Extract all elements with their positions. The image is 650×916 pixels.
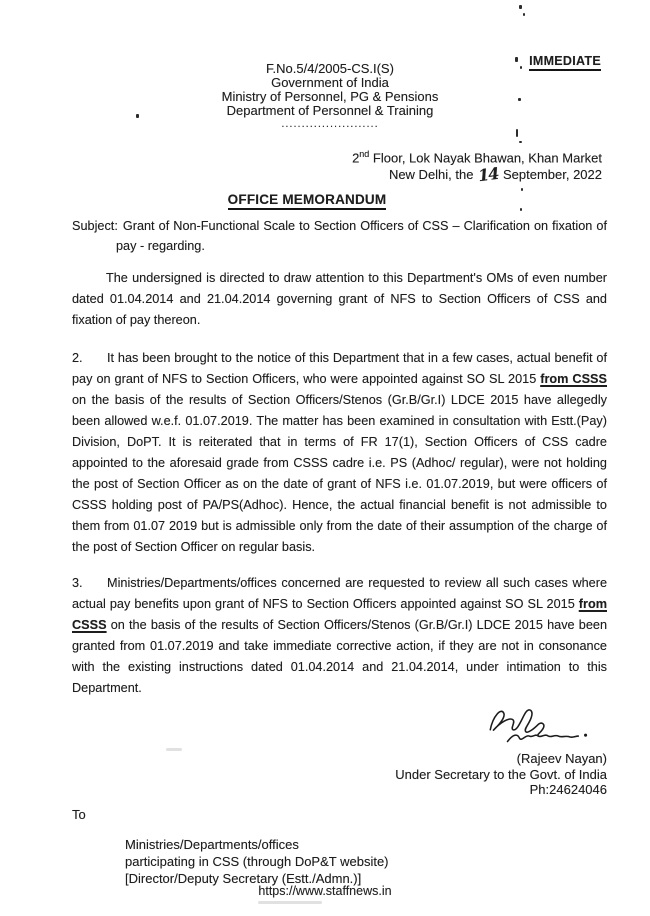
signature-block — [72, 705, 607, 798]
date-prefix: New Delhi, the — [388, 166, 478, 182]
org-line-ministry: Ministry of Personnel, PG & Pensions — [221, 89, 439, 104]
subject-line — [72, 216, 607, 256]
addressee-line: Ministries/Departments/offices — [125, 836, 299, 852]
immediate-marker: IMMEDIATE — [529, 54, 601, 71]
memo-body — [72, 216, 607, 887]
body-paragraph-2 — [72, 348, 607, 558]
floor-number: 2 — [352, 150, 360, 166]
file-number: F.No.5/4/2005-CS.I(S) — [266, 61, 394, 76]
body-paragraph-3 — [72, 573, 607, 699]
paragraph-number: 2. — [72, 351, 83, 365]
footer-url: https://www.staffnews.in — [258, 884, 392, 898]
org-line-department: Department of Personnel & Training — [226, 103, 434, 118]
body-paragraph-1 — [72, 268, 607, 331]
addressee-block — [125, 836, 607, 887]
paragraph-text: Ministries/Departments/offices concerned are requested to review all such cases where actual pay benefits upon grant of NFS to Section Officers appointed against SO SL 2015 from CSSS on the basis of the results of Section Officers/Stenos (Gr.B/Gr.I) LDCE 2015 have been granted from 01.07.2019 and take immediate corrective action, if they are not in consonance with the existing instructions dated 01.04.2014 and 21.04.2014, under intimation to this Department. — [72, 576, 607, 695]
handwritten-signature-icon — [483, 705, 601, 749]
scan-speck — [523, 13, 525, 16]
scan-speck — [519, 141, 522, 143]
handwritten-date: 14 — [477, 163, 500, 185]
signatory-phone: Ph:24624046 — [529, 782, 607, 797]
memo-title-wrap — [0, 191, 614, 210]
memo-title: OFFICE MEMORANDUM — [228, 192, 387, 210]
paragraph-text: It has been brought to the notice of this Department that in a few cases, actual benefit of pay on grant of NFS to Section Officers, who were appointed against SO SL 2015 from CSSS on the basis of the results of Section Officers/Stenos (Gr.B/Gr.I) LDCE 2015 have allegedly been allowed w.e.f. 01.07.2019. The matter has been examined in consultation with Estt.(Pay) Division, DoPT. It is reiterated that in terms of FR 17(1), Section Officers of CSS cadre appointed to the aforesaid grade from CSSS cadre i.e. PS (Adhoc/ regular), were not holding the post of Section Officer as on the date of grant of NFS i.e. 01.07.2019, but were officers of CSSS holding post of PA/PS(Adhoc). Hence, the actual financial benefit is not admissible to them from 01.07 2019 but is admissible only from the date of their assumption of the charge of the post of Section Officer on regular basis. — [72, 351, 607, 554]
org-line-government: Government of India — [271, 75, 389, 90]
signatory-name: (Rajeev Nayan) — [516, 751, 607, 766]
separator-dots: ........................ — [281, 118, 379, 130]
office-address-line — [352, 147, 602, 166]
addressee-line: participating in CSS (through DoP&T website) — [125, 853, 389, 869]
date-line — [352, 163, 602, 185]
paragraph-number: 3. — [72, 576, 83, 590]
floor-ordinal-suffix: nd — [359, 149, 370, 159]
signatory-designation: Under Secretary to the Govt. of India — [395, 766, 607, 782]
subject-text: Grant of Non-Functional Scale to Section Officers of CSS – Clarification on fixation of pay - regarding. — [116, 219, 607, 253]
scan-speck — [516, 129, 518, 137]
to-label: To — [72, 806, 86, 822]
address-block — [352, 147, 602, 185]
subject-label: Subject: — [72, 219, 118, 233]
scan-smudge — [258, 901, 322, 904]
addressee-line: [Director/Deputy Secretary (Estt./Admn.)] — [125, 870, 362, 886]
scan-speck — [519, 5, 522, 9]
paragraph-text: The undersigned is directed to draw attention to this Department's OMs of even number dated 01.04.2014 and 21.04.2014 governing grant of NFS to Section Officers of CSS and fixation of pay thereon. — [72, 271, 607, 327]
letterhead — [0, 62, 650, 130]
date-suffix: September, 2022 — [499, 166, 602, 182]
address-rest: Floor, Lok Nayak Bhawan, Khan Market — [369, 150, 602, 166]
